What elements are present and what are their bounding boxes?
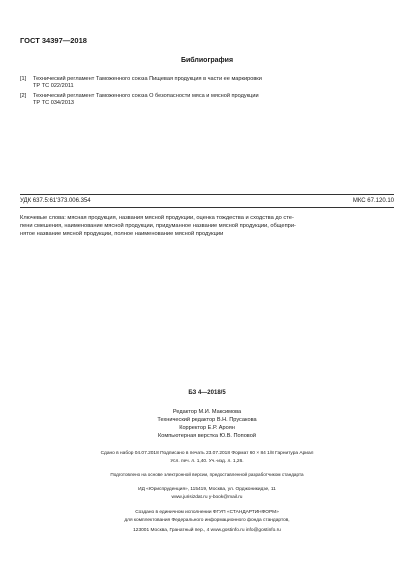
print-info-line: Сдано в набор 04.07.2018 Подписано в печать 23.07.2018 Формат 60 × 84 1/8 Гарнитура Ариал xyxy=(100,451,314,456)
publisher-contacts: www.jurisizdat.ru y-book@mail.ru xyxy=(171,495,243,500)
mks-code: МКС 67.120.10 xyxy=(352,198,394,204)
reference-text: Технический регламент Таможенного союза Пищевая продукция в части ее маркировки xyxy=(33,76,262,82)
udk-code: УДК 637.5:61'373.006.354 xyxy=(20,198,91,204)
keywords-line: пени смешения, наименование мясной продукции, придуманное название мясной продукции, общепри- xyxy=(20,222,296,229)
editor-line: Редактор М.И. Максимова xyxy=(172,409,242,415)
keywords-paragraph xyxy=(20,215,396,238)
created-address-line: 123001 Москва, Гранатный пер., 4 www.gostinfo.ru info@gostinfo.ru xyxy=(133,528,281,533)
keywords-line: нятое название мясной продукции, полное наименование мясной продукции xyxy=(20,230,224,237)
bz-number: БЗ 4—2018/5 xyxy=(188,390,226,396)
created-purpose-line: для комплектования Федерального информационного фонда стандартов, xyxy=(124,518,290,523)
reference-code: ТР ТС 034/2013 xyxy=(33,100,75,107)
layout-line: Компьютерная верстка Ю.В. Поповой xyxy=(158,433,256,439)
bibliography-title: Библиография xyxy=(180,57,234,64)
reference-number: [1] xyxy=(20,76,27,82)
bibliography-item-1 xyxy=(20,76,262,91)
keywords-line: Ключевые слова: мясная продукция, названия мясной продукции, оценка тождества и сходства до сте- xyxy=(20,215,294,221)
print-volume-line: Усл. печ. л. 1,40. Уч.-изд. л. 1,26. xyxy=(170,459,244,464)
divider-bottom xyxy=(20,207,394,208)
reference-number: [2] xyxy=(20,93,27,99)
corrector-line: Корректор Е.Р. Ароян xyxy=(179,425,235,431)
standard-code-header: ГОСТ 34397—2018 xyxy=(20,36,87,45)
tech-editor-line: Технический редактор В.Н. Прусакова xyxy=(157,417,257,423)
publisher-address: ИД «Юриспруденция», 115419, Москва, ул. Орджоникидзе, 11 xyxy=(138,487,276,492)
divider-top xyxy=(20,194,394,195)
created-by-line: Создано в единичном исполнении ФГУП «СТАНДАРТИНФОРМ» xyxy=(135,510,279,515)
bibliography-item-2 xyxy=(20,93,259,108)
prepared-note: Подготовлено на основе электронной версии, предоставленной разработчиком стандарта xyxy=(110,472,304,477)
reference-code: ТР ТС 022/2011 xyxy=(33,83,74,90)
reference-text: Технический регламент Таможенного союза О безопасности мяса и мясной продукции xyxy=(33,93,259,99)
